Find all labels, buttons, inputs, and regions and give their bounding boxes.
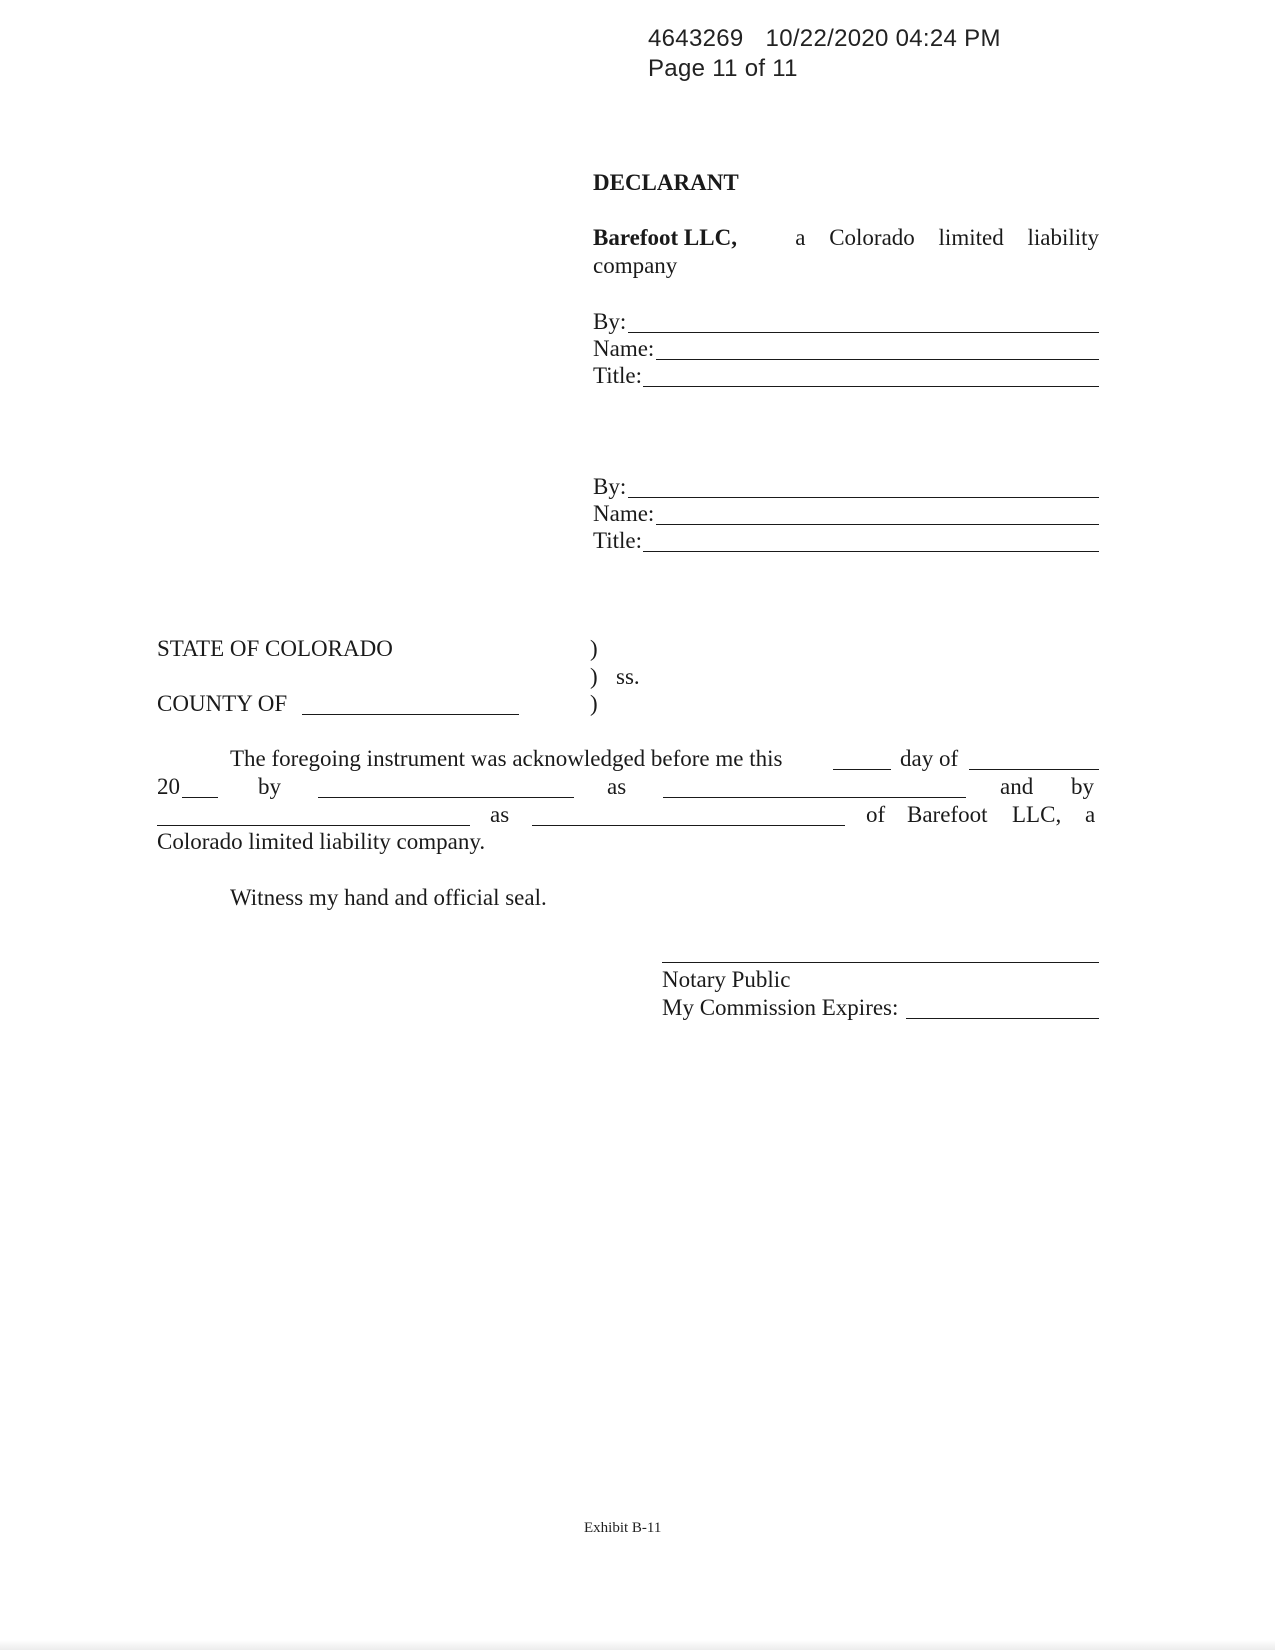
declarant-heading: DECLARANT xyxy=(593,170,739,195)
venue-paren-3: ) xyxy=(590,691,598,716)
name-signature-line[interactable] xyxy=(656,359,1099,360)
signer-2-name-blank[interactable] xyxy=(157,825,470,826)
title-signature-line[interactable] xyxy=(643,551,1099,552)
entity-line-1 xyxy=(593,225,1099,251)
by-signature-line[interactable] xyxy=(628,497,1099,498)
venue-paren-1: ) xyxy=(590,636,598,661)
page-label: Page 11 of 11 xyxy=(648,55,798,82)
ack-llc: LLC, xyxy=(1012,802,1062,827)
exhibit-label: Exhibit B-11 xyxy=(584,1520,662,1536)
by-signature-line[interactable] xyxy=(628,332,1099,333)
ack-line-4: Colorado limited liability company. xyxy=(157,829,486,854)
title-label: Title: xyxy=(593,363,643,388)
reception-number: 4643269 xyxy=(648,25,744,52)
name-label: Name: xyxy=(593,501,655,526)
ack-by: by xyxy=(258,774,281,799)
notary-signature-line[interactable] xyxy=(662,962,1099,963)
ack-entity: Barefoot xyxy=(907,802,988,827)
ack-a: a xyxy=(1085,802,1096,827)
title-signature-line[interactable] xyxy=(643,386,1099,387)
month-blank[interactable] xyxy=(969,769,1099,770)
ack-line-1-text: The foregoing instrument was acknowledged before me this xyxy=(230,746,783,771)
state-label: STATE OF COLORADO xyxy=(157,636,393,661)
year-blank[interactable] xyxy=(182,797,218,798)
recording-datetime: 10/22/2020 04:24 PM xyxy=(765,25,1001,52)
by-label: By: xyxy=(593,309,627,334)
ss-label: ss. xyxy=(616,664,640,689)
ack-as-2: as xyxy=(490,802,510,827)
scan-edge xyxy=(0,1640,1275,1650)
commission-expires-blank[interactable] xyxy=(906,1018,1099,1019)
entity-name: Barefoot LLC, xyxy=(593,225,737,250)
commission-expires-label: My Commission Expires: xyxy=(662,995,899,1020)
signer-1-name-blank[interactable] xyxy=(318,797,574,798)
notary-public-label: Notary Public xyxy=(662,967,791,992)
name-label: Name: xyxy=(593,336,655,361)
ack-by-2: by xyxy=(1071,774,1094,799)
signer-2-title-blank[interactable] xyxy=(532,825,845,826)
ack-of: of xyxy=(866,802,886,827)
signer-1-title-blank[interactable] xyxy=(663,797,966,798)
county-blank[interactable] xyxy=(302,714,519,715)
entity-description: a Colorado limited liability xyxy=(795,225,1099,250)
ack-day-of: day of xyxy=(900,746,959,771)
title-label: Title: xyxy=(593,528,643,553)
venue-paren-2: ) xyxy=(590,664,598,689)
name-signature-line[interactable] xyxy=(656,524,1099,525)
entity-line-2: company xyxy=(593,253,678,278)
by-label: By: xyxy=(593,474,627,499)
recording-stamp xyxy=(648,24,1001,84)
ack-as: as xyxy=(607,774,627,799)
county-label: COUNTY OF xyxy=(157,691,288,716)
witness-text: Witness my hand and official seal. xyxy=(230,885,547,910)
ack-year-prefix: 20 xyxy=(157,774,180,799)
ack-and: and xyxy=(1000,774,1034,799)
day-blank[interactable] xyxy=(833,769,891,770)
